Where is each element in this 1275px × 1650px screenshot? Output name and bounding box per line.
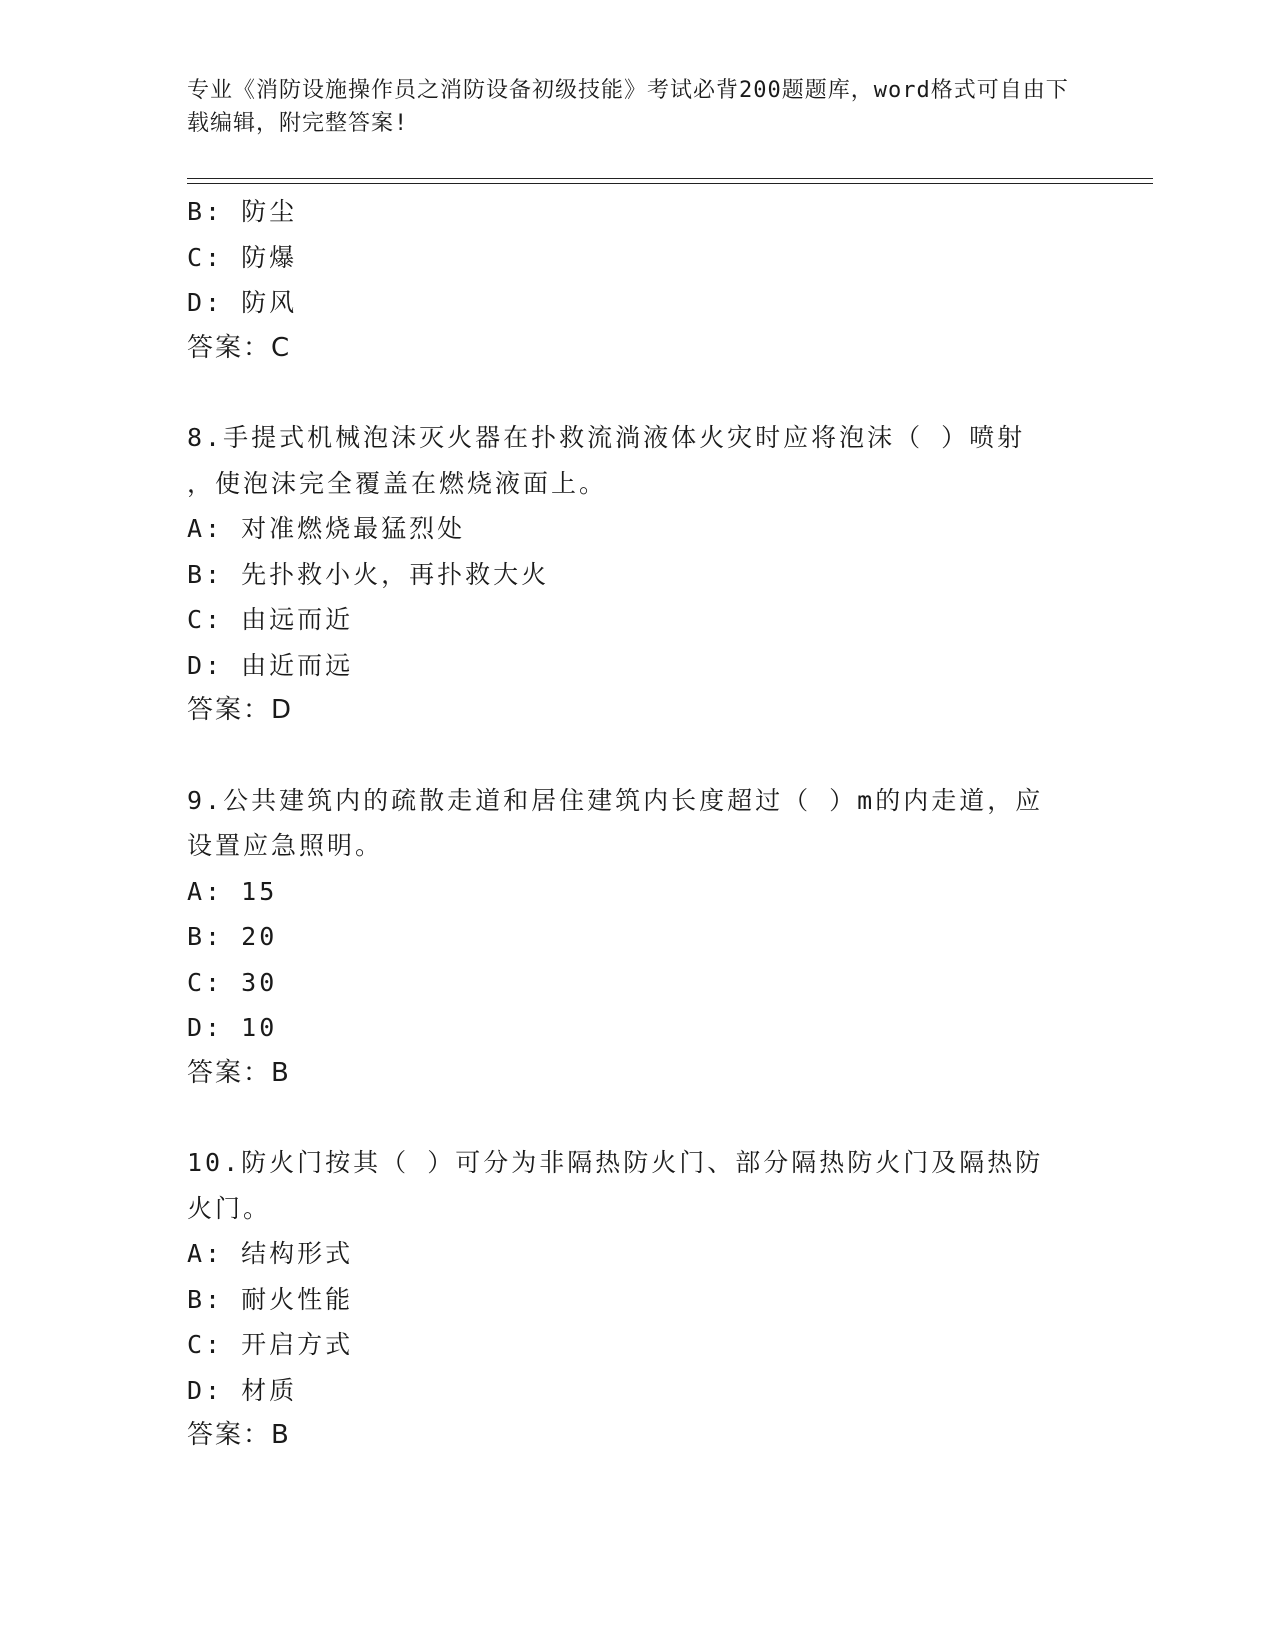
option-c bbox=[187, 1322, 1087, 1368]
option-d bbox=[187, 1005, 1087, 1051]
question-stem-line2: 设置应急照明。 bbox=[187, 831, 384, 860]
option-letter: D: bbox=[187, 650, 224, 680]
question-stem-line2: 火门。 bbox=[187, 1193, 272, 1223]
option-letter: C: bbox=[187, 1330, 224, 1359]
option-b bbox=[187, 1277, 1087, 1323]
option-letter: A: bbox=[187, 1239, 224, 1268]
option-letter: D: bbox=[187, 1375, 224, 1405]
option-letter: A: bbox=[187, 876, 224, 906]
option-b bbox=[187, 189, 1087, 235]
answer-line: 答案：C bbox=[187, 332, 292, 363]
header-rule-bottom bbox=[187, 183, 1153, 184]
option-letter: D: bbox=[187, 1013, 224, 1042]
option-text: 耐火性能 bbox=[241, 1284, 354, 1314]
question-stem-line1: 9.公共建筑内的疏散走道和居住建筑内长度超过（ ）m的内走道，应 bbox=[187, 785, 1044, 815]
spacer bbox=[187, 371, 1087, 415]
question-list bbox=[187, 189, 1087, 1459]
option-d bbox=[187, 643, 1087, 689]
question-stem-line1: 10.防火门按其（ ）可分为非隔热防火门、部分隔热防火门及隔热防 bbox=[187, 1148, 1044, 1177]
option-text: 结构形式 bbox=[241, 1239, 354, 1268]
option-c bbox=[187, 597, 1087, 643]
option-d bbox=[187, 1368, 1087, 1414]
option-text: 由近而远 bbox=[241, 650, 354, 680]
option-text: 15 bbox=[241, 876, 278, 906]
spacer bbox=[187, 734, 1087, 778]
option-d bbox=[187, 280, 1087, 326]
option-letter: A: bbox=[187, 514, 224, 543]
option-text: 10 bbox=[241, 1013, 278, 1042]
question-block-9 bbox=[187, 778, 1087, 1097]
option-b bbox=[187, 914, 1087, 960]
question-block-8 bbox=[187, 415, 1087, 734]
option-text: 先扑救小火，再扑救大火 bbox=[241, 559, 550, 589]
header-rule-top bbox=[187, 178, 1153, 179]
option-letter: B: bbox=[187, 197, 224, 226]
option-text: 防尘 bbox=[241, 197, 298, 226]
option-letter: B: bbox=[187, 559, 224, 589]
question-block-10 bbox=[187, 1140, 1087, 1459]
option-c bbox=[187, 960, 1087, 1006]
spacer bbox=[187, 1096, 1087, 1140]
option-letter: C: bbox=[187, 605, 224, 634]
option-letter: C: bbox=[187, 242, 224, 272]
option-text: 防爆 bbox=[241, 242, 298, 272]
answer-line: 答案：D bbox=[187, 695, 294, 725]
option-a bbox=[187, 506, 1087, 552]
option-text: 由远而近 bbox=[241, 605, 354, 634]
question-block-prev bbox=[187, 189, 1087, 371]
option-text: 对准燃烧最猛烈处 bbox=[241, 514, 466, 543]
option-text: 30 bbox=[241, 967, 278, 997]
answer-line: 答案：B bbox=[187, 1057, 291, 1088]
option-c bbox=[187, 235, 1087, 281]
option-a bbox=[187, 869, 1087, 915]
option-letter: B: bbox=[187, 1284, 224, 1314]
option-text: 防风 bbox=[241, 288, 298, 317]
question-stem-line1: 8.手提式机械泡沫灭火器在扑救流淌液体火灾时应将泡沫（ ）喷射 bbox=[187, 423, 1026, 452]
option-text: 20 bbox=[241, 922, 278, 951]
answer-line: 答案：B bbox=[187, 1420, 291, 1450]
option-text: 材质 bbox=[241, 1375, 298, 1405]
option-a bbox=[187, 1231, 1087, 1277]
option-b bbox=[187, 552, 1087, 598]
option-text: 开启方式 bbox=[241, 1330, 354, 1359]
question-stem-line2: ，使泡沫完全覆盖在燃烧液面上。 bbox=[187, 468, 608, 498]
option-letter: C: bbox=[187, 967, 224, 997]
document-header: 专业《消防设施操作员之消防设备初级技能》考试必背200题题库，word格式可自由下载编辑，附完整答案! bbox=[187, 78, 1069, 136]
option-letter: B: bbox=[187, 922, 224, 951]
option-letter: D: bbox=[187, 288, 224, 317]
